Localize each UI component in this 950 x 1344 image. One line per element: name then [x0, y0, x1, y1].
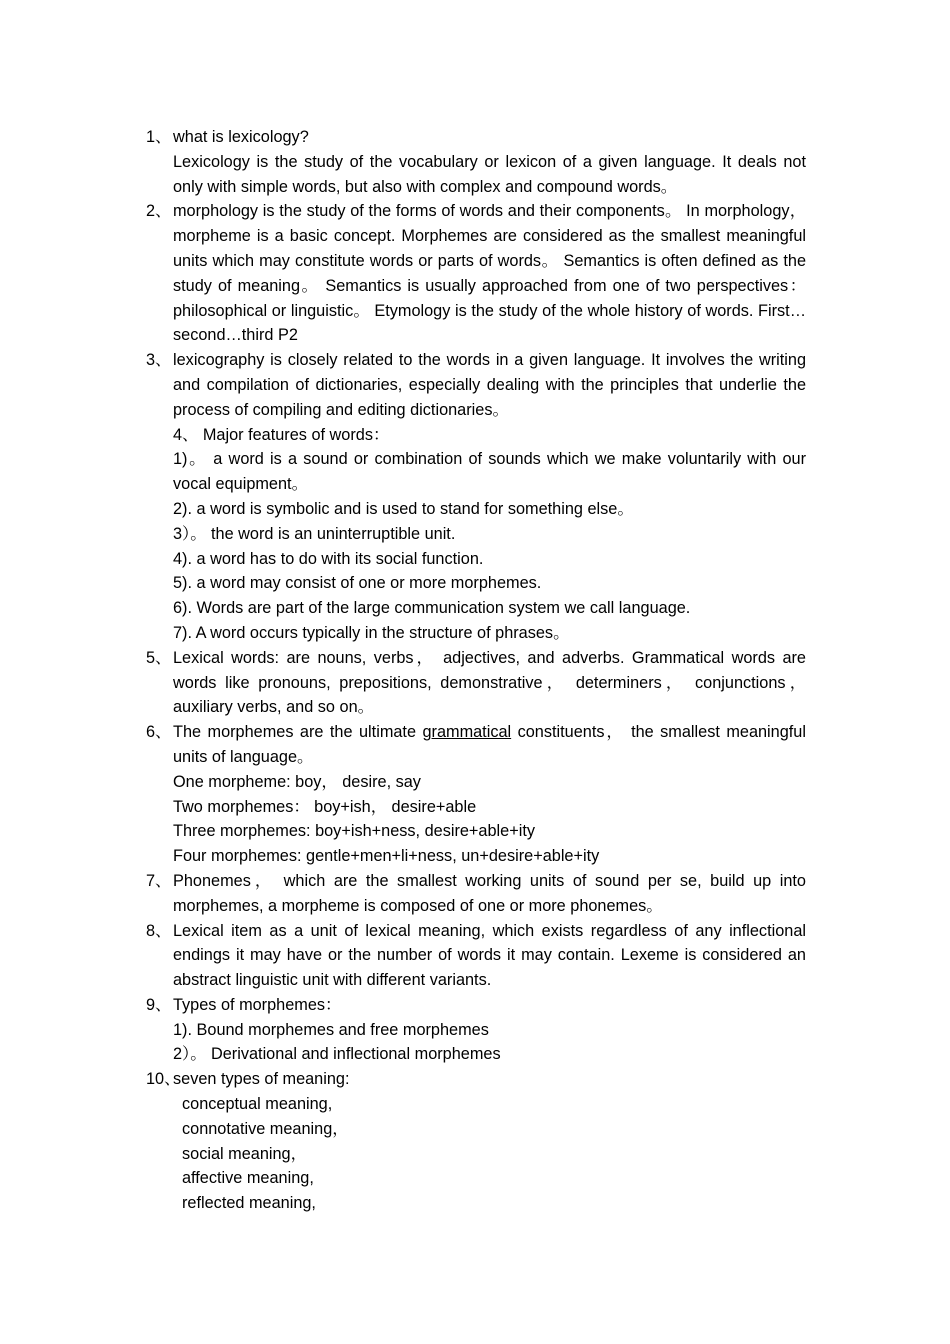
feature-line: 2). a word is symbolic and is used to stand for something else。	[173, 499, 634, 518]
type-line: 1). Bound morphemes and free morphemes	[173, 1020, 489, 1039]
meaning-line: reflected meaning,	[182, 1194, 316, 1213]
item-title: Types of morphemes：	[173, 995, 342, 1014]
item-number: 9、	[146, 995, 172, 1014]
underlined-word: grammatical	[422, 723, 512, 742]
item-text	[173, 720, 806, 770]
feature-line: 6). Words are part of the large communication system we call language.	[173, 599, 691, 618]
item-number: 3、	[146, 351, 172, 370]
item-text: morphology is the study of the forms of words and their components。 In morphology， morpheme is a basic concept. Morphemes are considered as the smallest meaningful units which may constitute words or parts of words。 Semantics is often defined as the study of meaning。 Semantics is usually approached from one of two perspectives： philosophical or linguistic。 Etymology is the study of the whole history of words. First…second…third P2	[173, 202, 806, 345]
item-1	[146, 125, 806, 199]
meaning-line: affective meaning,	[182, 1169, 314, 1188]
item-10	[146, 1067, 806, 1216]
item-number: 1、	[146, 128, 172, 146]
item-text: lexicography is closely related to the words in a given language. It involves the writing and compilation of dictionaries, especially dealing with the principles that underlie the process of compiling and editing dictionaries。	[173, 351, 806, 419]
feature-line: 4). a word has to do with its social function.	[173, 549, 484, 568]
item-6	[146, 720, 806, 869]
feature-line: 1)。 a word is a sound or combination of sounds which we make voluntarily with our vocal equipment。	[173, 450, 806, 494]
meaning-line: social meaning，	[182, 1144, 307, 1163]
example-line: Four morphemes: gentle+men+li+ness, un+desire+able+ity	[173, 847, 600, 866]
document-body	[146, 125, 806, 1216]
item-text: Lexical words: are nouns, verbs， adjectives, and adverbs. Grammatical words are words like pronouns, prepositions, demonstrative， determiners， conjunctions， auxiliary verbs, and so on。	[173, 648, 806, 717]
meaning-line: conceptual meaning,	[182, 1095, 333, 1114]
item-title: seven types of meaning:	[173, 1070, 350, 1089]
item-number: 7、	[146, 871, 172, 890]
item-number: 6、	[146, 723, 172, 742]
item-text-part: constituents， the smallest meaningful units of language。	[173, 723, 806, 766]
item-title: 4、 Major features of words：	[173, 425, 390, 444]
example-line: One morpheme: boy， desire, say	[173, 772, 421, 791]
item-9	[146, 993, 806, 1067]
example-line: Three morphemes: boy+ish+ness, desire+able+ity	[173, 822, 536, 841]
item-number: 8、	[146, 921, 172, 940]
item-3	[146, 348, 806, 422]
item-text: Phonemes， which are the smallest working units of sound per se, build up into morphemes, a morpheme is composed of one or more phonemes。	[173, 871, 806, 915]
item-2	[146, 199, 806, 348]
meaning-line: connotative meaning，	[182, 1119, 349, 1138]
item-number: 10、	[146, 1070, 181, 1089]
feature-line: 5). a word may consist of one or more morphemes.	[173, 574, 542, 593]
feature-line: 3）。 the word is an uninterruptible unit.	[173, 524, 456, 543]
item-4	[146, 423, 806, 646]
item-text: Lexicology is the study of the vocabulary or lexicon of a given language. It deals not only with simple words, but also with complex and compound words。	[173, 152, 806, 196]
feature-line: 7). A word occurs typically in the structure of phrases。	[173, 623, 570, 642]
item-text-part: The morphemes are the ultimate	[173, 723, 423, 742]
example-line: Two morphemes： boy+ish， desire+able	[173, 797, 477, 816]
item-text: Lexical item as a unit of lexical meaning, which exists regardless of any inflectional endings it may have or the number of words it may contain. Lexeme is considered an abstract linguistic unit with different variants.	[173, 921, 806, 990]
item-number: 5、	[146, 648, 172, 667]
item-7	[146, 869, 806, 919]
item-number: 2、	[146, 202, 172, 221]
item-title: what is lexicology?	[173, 128, 309, 146]
type-line: 2）。 Derivational and inflectional morphemes	[173, 1045, 501, 1064]
item-8	[146, 919, 806, 993]
item-5	[146, 646, 806, 720]
